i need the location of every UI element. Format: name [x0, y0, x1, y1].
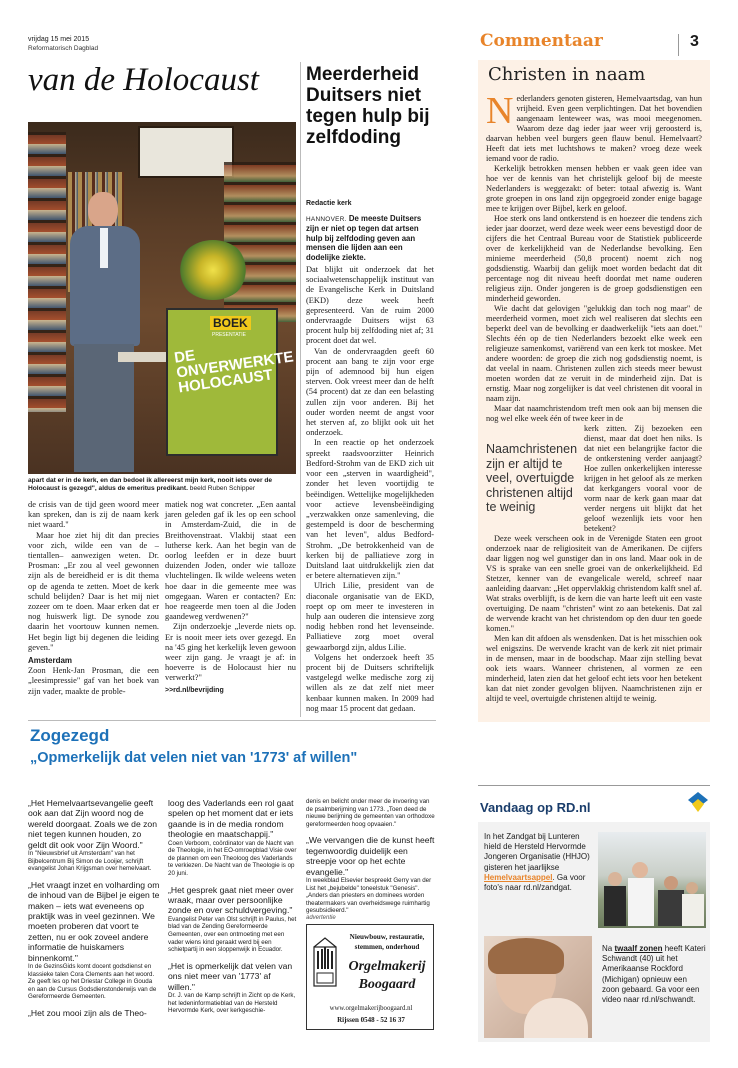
advert-website[interactable]: www.orgelmakerijboogaard.nl: [329, 1005, 413, 1012]
holocaust-para: Maar hoe ziet hij dit dan precies voor zich, wilde een van de –tientallen– aanwezigen weten. Dr. Prosman: „Er zou al veel gewonnen zijn als de bereidheid er is dit thema op de agenda te zetten. Moet de kerk schuld belijden? Daar is het mij niet zozeer om te doen. Maar erken dat er nog huiswerk ligt. De synode zou daarin het voortouw kunnen nemen. Het begin ligt bij degenen die leiding geven.": [28, 530, 159, 652]
meerderheid-byline: Redactie kerk: [306, 200, 352, 207]
commentaar-wrap-text: kerk zitten. Zij bezoeken een dienst, maar dat doet hen niks. Is dat niet een belangrijke factor die de ontkerstening verder aanjaagt? Hoe zullen onkerkelijken interesse krijgen in het geloof als ze merken dat kerkgangers vooral voor de vorm naar de kerk gaan maar dat verder nergens uit blijkt dat het geloof wezenlijk iets voor hen betekent?: [584, 424, 702, 533]
vandaag-item-2[interactable]: [602, 944, 706, 1005]
mother-baby-photo[interactable]: [484, 936, 592, 1038]
vandaag-text: In het Zandgat bij Lunteren hield de Hersteld Hervormde Jongeren Organisatie (HHJO) gisteren het jaarlijkse: [484, 832, 590, 872]
quote-source: Dr. J. van de Kamp schrijft in Zicht op de Kerk, het ledeninformatieblad van de Hersteld Hervormde Kerk, over kerkgeschie-: [168, 992, 296, 1015]
vandaag-item-1[interactable]: [484, 832, 594, 893]
holocaust-col-2: [165, 500, 296, 696]
vandaag-link-hemelvaartsappel[interactable]: Hemelvaartsappel: [484, 872, 553, 882]
vandaag-title: Vandaag op RD.nl: [480, 800, 591, 815]
drop-cap: N: [486, 90, 514, 132]
commentaar-para: Kerkelijk betrokken mensen hebben er vaak geen idee van hoe ver de kennis van het christelijk geloof bij de meeste Nederlanders is weggezakt: of beter: totaal afwezig is. Want grote groepen in ons land zijn opgegroeid zonder enige bagage mee te krijgen over Bijbel, kerk en geloof.: [486, 164, 702, 213]
holocaust-para: de crisis van de tijd geen woord meer kan spreken, dan is zij de naam kerk niet waard.": [28, 500, 159, 530]
page-number: 3: [690, 33, 699, 50]
commentaar-intro-text: ederlanders genoten gisteren, Hemelvaartsdag, van hun vrijheid. Even geen verplichtingen. Dat het bovendien aangenaam lenteweer was, was mooi meegenomen. Waarom deze dag ieder jaar weer vrij geroosterd is, daarvan hebben veel burgers geen flauw benul. Hemelvaart? Heeft dat iets met luchtshows te maken? vroeg deze week iemand voor de radio.: [486, 94, 702, 163]
advert-brand2: Boogaard: [358, 977, 416, 992]
meerderheid-headline: Meerderheid Duitsers niet tegen hulp bij zelfdoding: [306, 64, 430, 148]
rd-logo-icon: [686, 790, 710, 814]
advert-brand1: Orgelmakerij: [348, 959, 426, 974]
advert-label: advertentie: [306, 915, 336, 921]
vandaag-text: heeft Kateri Schwandt (40) uit het Amerikaanse Rockford (Michigan) opnieuw een zoon gebaard. Ga voor een video naar rd.nl/schwandt.: [602, 944, 706, 1005]
advert-box[interactable]: [306, 924, 434, 1030]
advert-contact: Rijssen 0548 - 52 16 37: [337, 1016, 405, 1024]
quote-text: loog des Vaderlands een rol gaat spelen op het moment dat er iets gaande is in de media rondom theologie en maatschappij.": [168, 798, 294, 840]
meerderheid-para: Volgens het onderzoek heeft 35 procent bij de Duitsers schriftelijk vastgelegd welke medische zorg zij willen als ze dat zelf niet meer kenbaar kunnen maken. In 2009 had nog maar 15 procent dat gedaan.: [306, 652, 434, 713]
meerderheid-dateline: HANNOVER.: [306, 216, 347, 223]
paper-name: Reformatorisch Dagblad: [28, 45, 99, 52]
advert-line1: Nieuwbouw, restauratie,: [349, 933, 425, 941]
quote-text: „Het gesprek gaat niet meer over wraak, maar over persoonlijke zonde en over schuldvergeving.": [168, 884, 294, 916]
quote-source: denis en belicht onder meer de invoering van de psalmberijming van 1773. „Toen deed de nieuwe berijming de gemeenten van orthodoxe gereformeerden hoog opvaaien.": [306, 798, 435, 828]
organ-icon: [313, 937, 337, 987]
poster-sub: PRESENTATIE: [212, 332, 246, 338]
meerderheid-para: Ulrich Lilie, president van de diaconale organisatie van de EKD, roept op om meer te investeren in hulp aan ouderen die intensieve zorg nodig hebben rond het levenseinde. Palliatieve zorg moet overal gewaarborgd zijn, aldus Lilie.: [306, 581, 434, 652]
commentaar-para: Men kan dit afdoen als wensdenken. Dat is het misschien ook wel enigszins. De wervende kracht van de kerk zit niet primair in de mensen, maar in de boodschap. Maar zijn stelling bevat ook iets waars. Wanneer christenen, al vormen ze een minderheid, laten zien dat het geloof echt iets voor hen betekent kan dat niet zonder gevolgen blijven. Naamchristenen zijn er altijd te veel, overtuigde christenen altijd te weinig.: [486, 634, 702, 703]
commentaar-intro: [486, 90, 702, 164]
holocaust-link[interactable]: >>rd.nl/bevrijding: [165, 686, 224, 694]
advert-line2: stemmen, onderhoud: [354, 943, 420, 951]
zogezegd-section-label: Zogezegd: [30, 726, 110, 745]
meerderheid-body: [306, 214, 434, 714]
vandaag-link-twaalf-zonen[interactable]: twaalf zonen: [614, 944, 663, 953]
holocaust-para: Zijn onderzoekje „leverde niets op. Er is nooit meer iets over gezegd. En na '45 ging het kerkelijk leven gewoon weer zijn gang. Je vraagt je af: in hoeverre is de Holocaust hier nu verwerkt?": [165, 622, 296, 683]
quote-source: Evangelist Peter van Olst schrijft in Paulus, het blad van de Zending Gereformeerde Gemeenten, over een ontmoeting met een vader wiens kind geraakt werd bij een schietpartij in een sloppenwijk in Ecuador.: [168, 915, 297, 954]
photo-caption: [28, 477, 296, 493]
zogezegd-col-1: [28, 798, 160, 1018]
quote-text: „Het zou mooi zijn als de Theo-: [28, 1008, 147, 1019]
holocaust-headline: van de Holocaust: [28, 62, 259, 98]
quote-text: „Het is opmerkelijk dat velen van ons niet meer van '1773' af willen.": [168, 960, 293, 992]
holocaust-col-1: [28, 500, 159, 697]
book-presentation-photo: [28, 122, 296, 474]
quote-source: Coen Verboom, coördinator van de Nacht van de Theologie, in het EO-omroepblad Visie over de plannen om een Theoloog des Vaderlands te verkiezen. De Nacht van de Theologie is op 20 juni.: [168, 839, 297, 877]
caption-text: apart dat er in de kerk, en dan bedoel ik allereerst mijn kerk, nooit iets over de Holocaust is gezegd", aldus de emeritus predikant.: [28, 477, 273, 492]
poster-label: BOEK: [210, 316, 251, 330]
vandaag-text: Na: [602, 944, 615, 953]
holocaust-para: matiek nog wat concreter. „Een aantal jaren geleden gaf ik les op een school in Amsterdam-Zuid, die in de Breithovenstraat. Vlakbij staat een lutherse kerk. Aan het begin van de oorlog leefden er in deze buurt duizenden Joden, onder wie talloze vluchtelingen. Ik wilde weleens weten hoe daar in die gemeente mee was omgegaan. Waren er contacten? En: hoe reageerde men toen al die Joden gaandeweg verdwenen?": [165, 500, 296, 622]
zogezegd-col-2: [168, 798, 298, 1015]
quote-text: „We vervangen die de kunst heeft tegenwoordig duidelijk een streepje voor op het echte evangelie.": [306, 835, 435, 877]
caption-credit: beeld Ruben Schipper: [189, 485, 256, 492]
commentaar-para: Wie dacht dat gelovigen "gelukkig dan toch nog maar" de meerderheid vormen, moet zich wel realiseren dat slechts een beperkt deel van de bevolking er daadwerkelijk "iets aan doet." Slechts één op de tien Nederlanders bezoekt elke week een religieuze samenkomst, variërend van een kerk tot moskee. Met andere woorden: de groep die zich nog godsdienstig noemt, is dat veelal in naam. Christenen zullen zich steeds meer bewust moeten worden dat ze veruit in de minderheid zijn. Dat is ernstig. Maar nog zorgelijker is dat veel christenen dit vooral in naam zijn.: [486, 304, 702, 403]
meerderheid-para: Dat blijkt uit onderzoek dat het sociaalwetenschappelijk instituut van de Evangelische Kerk in Duitsland (EKD) deze week heeft gepresenteerd. Van de ruim 2000 ondervraagde Duitsers wijst 63 procent hulp bij zelfdoding niet af; 31 procent doet dat wel.: [306, 265, 434, 346]
quote-text: „Het vraagt inzet en volharding om de inhoud van de Bijbel je eigen te maken – iets wat eveneens op praktijk was in veel gezinnen. We moeten proberen dat voort te zetten, nu er ook zoveel andere informatie de huiskamers binnenkomt.": [28, 879, 160, 963]
zogezegd-headline: „Opmerkelijk dat velen niet van '1773' af willen": [30, 750, 358, 766]
commentaar-section-label: Commentaar: [480, 31, 603, 51]
quote-source: In weekblad Elsevier bespreekt Gerry van der List het „bejubelde" toneelstuk "Genesis". „Anders dan priesters en dominees worden theatermakers van overheidswege ruimhartig gesubsidieerd.": [306, 877, 432, 915]
commentaar-title: Christen in naam: [488, 64, 646, 85]
commentaar-body: [486, 90, 702, 704]
vandaag-text: . Ga voor foto's naar rd.nl/zandgat.: [484, 872, 586, 893]
page-date: vrijdag 15 mei 2015: [28, 36, 90, 43]
poster-title: DE ONVERWERKTE HOLOCAUST: [173, 347, 295, 397]
zogezegd-col-3: [306, 798, 436, 915]
commentaar-para: Maar dat naamchristendom treft men ook aan bij mensen die nog wel elke week één of twee keer in de: [486, 404, 702, 423]
holocaust-subhead: Amsterdam: [28, 656, 73, 666]
meerderheid-lead: De meeste Duitsers zijn er niet op tegen dat artsen hulp bij zelfdoding geven aan mensen die lijden aan een dodelijke ziekte.: [306, 214, 422, 262]
meerderheid-para: In een reactie op het onderzoek spreekt raadsvoorzitter Heinrich Bedford-Strohm van de EKD zich uit voor een „sterven in waardigheid", zonder het leven voortijdig te beëindigen. Wettelijke mogelijkheden voor actieve levensbeëindiging „verzwakken onze samenleving, die gestempeld is door de bescherming van het leven", aldus Bedford-Strohm. „De betrokkenheid van de kerken bij de palliatieve zorg in Duitsland laat uitdrukkelijk zien dat er betere alternatieven zijn.": [306, 438, 434, 581]
pull-quote: Naamchristenen zijn er altijd te veel, overtuigde christenen altijd te weinig: [486, 442, 578, 514]
quote-text: „Het Hemelvaartsevangelie geeft ook aan dat Zijn woord nog de wereld doorgaat. Zoals we de zon niet tegen kunnen houden, zo geldt dit ook voor Zijn Woord.": [28, 798, 157, 850]
commentaar-para: Deze week verscheen ook in de Verenigde Staten een groot onderzoek naar de religiositeit van de Amerikanen. De cijfers daar liggen nog wel gunstiger dan in ons land. Maar ook in de VS is sprake van een snelle groei van de onkerkelijkheid. Ed Stetzer, kenner van de evangelicale wereld, schreef naar aanleiding daarvan: „Het oppervlakkig christendom kalft snel af. Wat straks overblijft, is de kern die van harte leeft uit een vaste overtuiging. De naam "christen" wint zo aan betekenis. Dat zal de wervende kracht van het christendom op den duur ten goede komen.": [486, 534, 702, 633]
quote-source: In de GezinsGids komt docent godsdienst en klassieke talen Cora Clements aan het woord. Ze geeft les op het Driestar College in Gouda en aan de Cursus Godsdienstonderwijs van de Gereformeerde Gemeenten.: [28, 963, 157, 1001]
holocaust-para: Zoon Henk-Jan Prosman, die een „leesimpressie" gaf van het boek van zijn vader, maakte de proble-: [28, 666, 159, 696]
zandgat-photo[interactable]: [598, 832, 706, 928]
quote-source: In "Nieuwsbrief uit Amsterdam" van het Bijbelcentrum Bij Simon de Looijer, schrijft evangelist Johan Krijgsman over hemelvaart.: [28, 850, 152, 873]
commentaar-para: Hoe sterk ons land ontkerstend is en hoezeer die tendens zich ieder jaar doorzet, werd deze week weer eens bevestigd door de cijfers die het Centraal Bureau voor de Statistiek publiceerde over de kerkelijkheid van de Nederlandse bevolking. Een minieme meerderheid (50,8 procent) noemt zich nog godsdienstig. Waarbij dan gelijk moet worden bedacht dat dit percentage nog dit niveau heeft doordat met name ouderen religieus zijn. Onder jongeren is de groep godsdienstigen een minderheid geworden.: [486, 214, 702, 303]
meerderheid-para: Van de ondervraagden geeft 60 procent aan bang te zijn voor erge pijn of ademnood bij hun eigen sterven. Ook vreest meer dan de helft (54 procent) dat ze dan een belasting zullen zijn voor anderen. Bij het ouder worden neemt de angst voor het sterven af, zo blijkt ook uit het onderzoek.: [306, 346, 434, 438]
